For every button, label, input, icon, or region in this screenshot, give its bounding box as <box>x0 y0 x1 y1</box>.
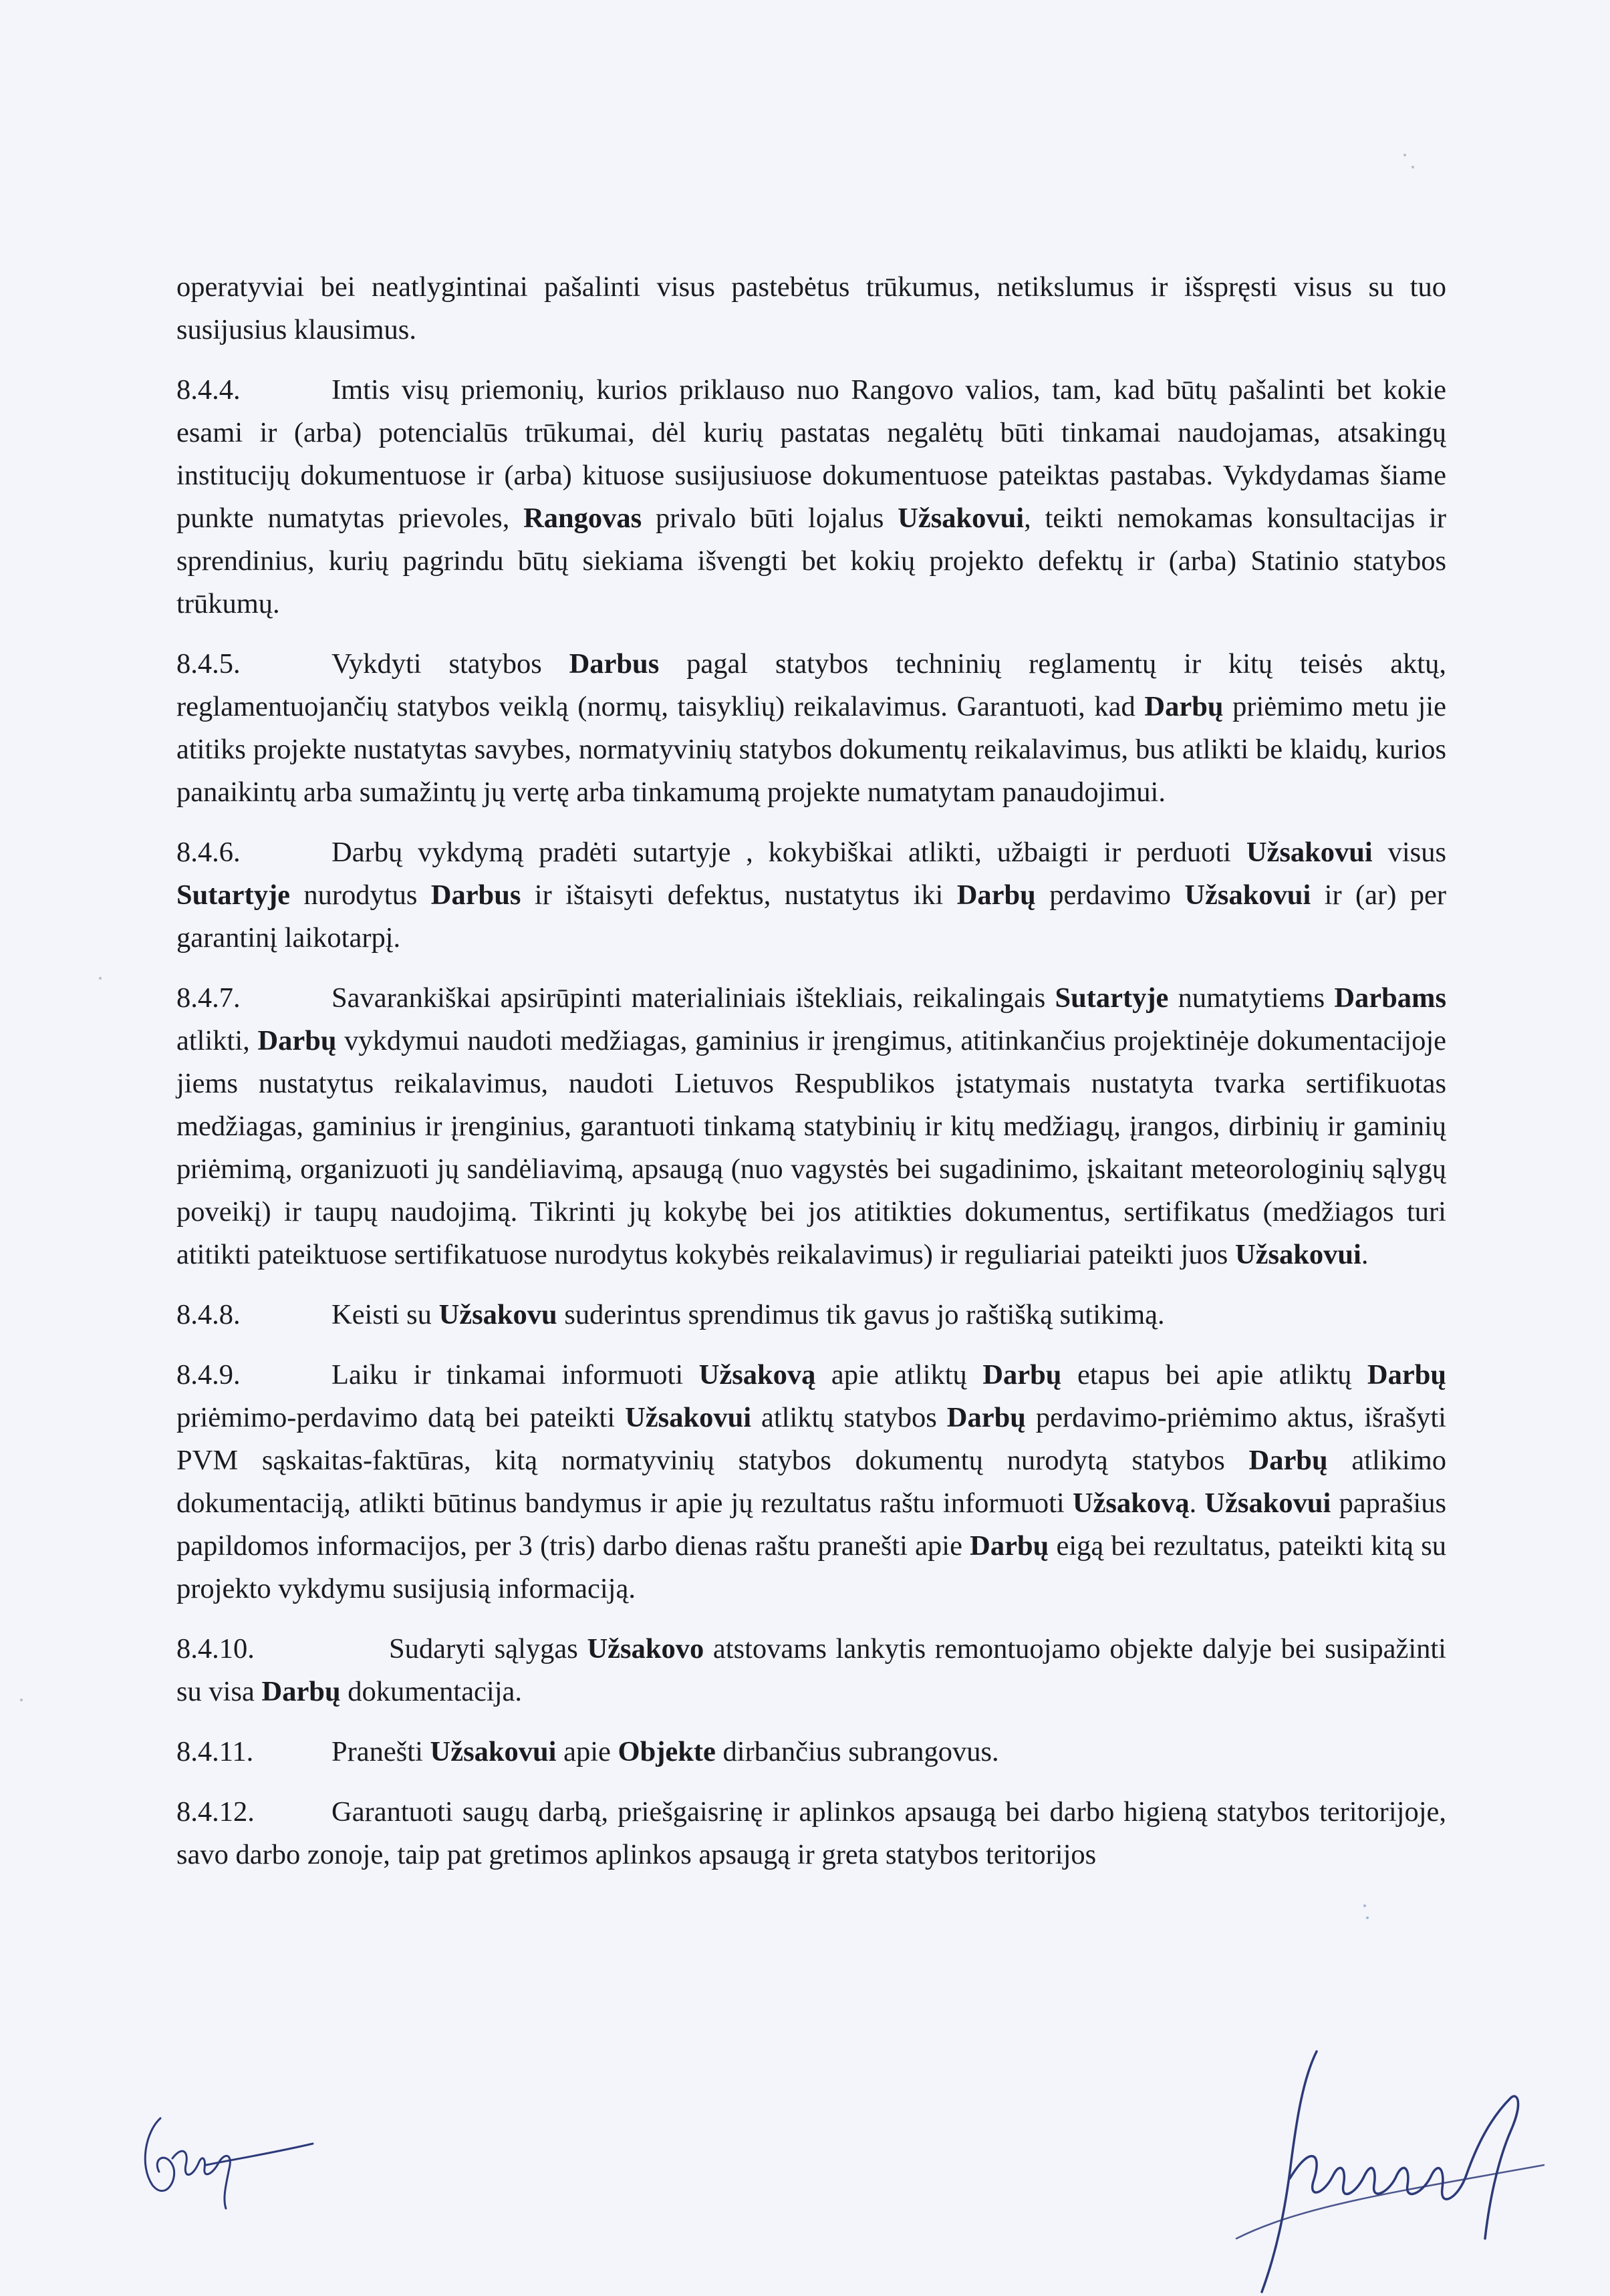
clause-text: apie <box>556 1736 618 1767</box>
clause-text: . <box>1361 1239 1369 1270</box>
clause-number: 8.4.9. <box>176 1359 241 1391</box>
continuation-paragraph: operatyviai bei neatlygintinai pašalinti visus pastebėtus trūkumus, netikslumus ir išspręsti visus su tuo susijusius klausimus. <box>176 271 1446 345</box>
clause-text: atlikimo dokumentaciją, atlikti būtinus bandymus ir apie jų rezultatus raštu informuoti <box>176 1445 1446 1519</box>
bold-term: Užsakovui <box>898 503 1025 534</box>
scan-speck <box>1412 166 1414 168</box>
bold-term: Darbus <box>430 879 521 911</box>
scan-speck <box>1403 154 1406 156</box>
clause-text: privalo būti lojalus <box>642 503 898 534</box>
clause-text: Sudaryti sąlygas <box>389 1633 587 1665</box>
clause-text: dokumentacija. <box>340 1676 523 1707</box>
clause-text: perdavimo <box>1035 879 1185 911</box>
clause-number: 8.4.5. <box>176 648 241 680</box>
clause-text: perdavimo-priėmimo aktus, išrašyti PVM sąskaitas-faktūras, kitą normatyvinių statybos dokumentų nurodytą statybos <box>176 1402 1446 1476</box>
clause-number: 8.4.11. <box>176 1736 254 1767</box>
clause-8-4-9 <box>176 1354 1446 1610</box>
clause-number: 8.4.8. <box>176 1299 241 1330</box>
clause-text: apie atliktų <box>815 1359 983 1391</box>
scan-speck <box>1363 1904 1366 1907</box>
clause-text: Vykdyti statybos <box>331 648 569 680</box>
left-signature-ink <box>126 2092 326 2225</box>
left-signature <box>126 2092 326 2225</box>
bold-term: Darbų <box>257 1025 337 1056</box>
bold-term: Darbų <box>1248 1445 1328 1476</box>
bold-term: Užsakovui <box>625 1402 752 1433</box>
clause-text: Pranešti <box>331 1736 430 1767</box>
bold-term: Užsakovui <box>1246 837 1373 868</box>
clause-8-4-10 <box>176 1628 1446 1713</box>
clause-text: Laiku ir tinkamai informuoti <box>331 1359 699 1391</box>
clause-number: 8.4.7. <box>176 982 241 1014</box>
clause-text: eigą bei rezultatus, pateikti kitą su projekto vykdymu susijusią informaciją. <box>176 1530 1446 1604</box>
clause-text: pagal statybos techninių reglamentų ir kitų teisės aktų, reglamentuojančių statybos veiklą (normų, taisyklių) reikalavimus. Garantuoti, kad <box>176 648 1446 722</box>
clause-text: etapus bei apie atliktų <box>1061 1359 1367 1391</box>
clause-8-4-11 <box>176 1731 1446 1773</box>
right-signature-ink <box>1196 2038 1571 2296</box>
clause-number: 8.4.10. <box>176 1633 255 1665</box>
clause-text: atliktų statybos <box>751 1402 947 1433</box>
contract-clauses <box>176 369 1446 1876</box>
bold-term: Objekte <box>618 1736 716 1767</box>
clause-number: 8.4.4. <box>176 374 241 406</box>
clause-text: . <box>1189 1487 1205 1519</box>
clause-text: vykdymui naudoti medžiagas, gaminius ir įrengimus, atitinkančius projektinėje dokumentacijoje jiems nustatytus reikalavimus, naudoti Lietuvos Respublikos įstatymais nustatyta tvarka sertifikuotas medžiagas, gaminius ir įrenginius, garantuoti tinkamą statybinių ir kitų medžiagų, įrangos, dirbinių ir gaminių priėmimą, organizuoti jų sandėliavimą, apsaugą (nuo vagystės bei sugadinimo, įskaitant meteorologinių sąlygų poveikį) ir taupų naudojimą. Tikrinti jų kokybę bei jos atitikties dokumentus, sertifikatus (medžiagos turi atitikti pateiktuose sertifikatuose nurodytus kokybės reikalavimus) ir reguliariai pateikti juos <box>176 1025 1447 1270</box>
clause-text: nurodytus <box>289 879 431 911</box>
scan-speck <box>99 977 102 980</box>
bold-term: Rangovas <box>523 503 642 534</box>
clause-number: 8.4.12. <box>176 1796 255 1828</box>
bold-term: Užsakovui <box>1234 1239 1361 1270</box>
bold-term: Užsakovui <box>430 1736 557 1767</box>
clause-8-4-4 <box>176 369 1446 625</box>
bold-term: Užsakovu <box>438 1299 557 1330</box>
clause-text: paprašius papildomos informacijos, per 3 (tris) darbo dienas raštu pranešti apie <box>176 1487 1446 1562</box>
clause-8-4-5 <box>176 643 1446 814</box>
bold-term: Darbų <box>261 1676 341 1707</box>
scan-speck <box>20 1699 23 1701</box>
bold-term: Sutartyje <box>1055 982 1169 1014</box>
bold-term: Užsakovui <box>1204 1487 1331 1519</box>
clause-text: Imtis visų priemonių, kurios priklauso nuo Rangovo valios, tam, kad būtų pašalinti bet kokie esami ir (arba) potencialūs trūkumai, dėl kurių pastatas negalėtų būti tinkamai naudojamas, atsakingų institucijų dokumentuose ir (arba) kituose susijusiuose dokumentuose pateiktas pastabas. Vykdydamas šiame punkte numatytas prievoles, <box>176 374 1446 534</box>
bold-term: Darbų <box>946 1402 1026 1433</box>
right-signature <box>1196 2038 1571 2296</box>
clause-text: , teikti nemokamas konsultacijas ir sprendinius, kurių pagrindu būtų siekiama išvengti bet kokių projekto defektų ir (arba) Statinio statybos trūkumų. <box>176 503 1446 619</box>
bold-term: Užsakovą <box>698 1359 816 1391</box>
bold-term: Darbams <box>1334 982 1446 1014</box>
clause-8-4-8 <box>176 1294 1446 1336</box>
clause-text: ir (ar) per garantinį laikotarpį. <box>176 879 1447 954</box>
clause-text: Keisti su <box>331 1299 439 1330</box>
clause-text: dirbančius subrangovus. <box>715 1736 999 1767</box>
bold-term: Užsakovui <box>1184 879 1311 911</box>
clause-text: ir ištaisyti defektus, nustatytus iki <box>521 879 957 911</box>
clause-text: numatytiems <box>1168 982 1335 1014</box>
bold-term: Darbų <box>956 879 1036 911</box>
clause-text: suderintus sprendimus tik gavus jo raštišką sutikimą. <box>557 1299 1165 1330</box>
clause-8-4-6 <box>176 831 1446 960</box>
bold-term: Darbų <box>982 1359 1062 1391</box>
bold-term: Užsakovą <box>1072 1487 1190 1519</box>
clause-text: Garantuoti saugų darbą, priešgaisrinę ir aplinkos apsaugą bei darbo higieną statybos teritorijoje, savo darbo zonoje, taip pat gretimos aplinkos apsaugą ir greta statybos teritorijos <box>176 1796 1446 1870</box>
clause-text: Savarankiškai apsirūpinti materialiniais ištekliais, reikalingais <box>331 982 1055 1014</box>
clause-text: Darbų vykdymą pradėti sutartyje , kokybiškai atlikti, užbaigti ir perduoti <box>331 837 1246 868</box>
clause-number: 8.4.6. <box>176 837 241 868</box>
bold-term: Darbų <box>1144 691 1224 722</box>
bold-term: Sutartyje <box>176 879 290 911</box>
bold-term: Užsakovo <box>587 1633 704 1665</box>
clause-text: atlikti, <box>176 1025 258 1056</box>
bold-term: Darbų <box>970 1530 1049 1562</box>
bold-term: Darbus <box>569 648 660 680</box>
clause-text: priėmimo-perdavimo datą bei pateikti <box>176 1402 626 1433</box>
clause-8-4-12 <box>176 1791 1446 1876</box>
clause-text: priėmimo metu jie atitiks projekte nustatytas savybes, normatyvinių statybos dokumentų reikalavimus, bus atlikti be klaidų, kurios panaikintų arba sumažintų jų vertę arba tinkamumą projekte numatytam panaudojimui. <box>176 691 1446 808</box>
bold-term: Darbų <box>1367 1359 1446 1391</box>
clause-text: atstovams lankytis remontuojamo objekte dalyje bei susipažinti su visa <box>176 1633 1446 1707</box>
clause-8-4-7 <box>176 977 1446 1276</box>
clause-text: visus <box>1372 837 1447 868</box>
contract-text <box>176 266 1446 1894</box>
scan-speck <box>1366 1916 1369 1919</box>
